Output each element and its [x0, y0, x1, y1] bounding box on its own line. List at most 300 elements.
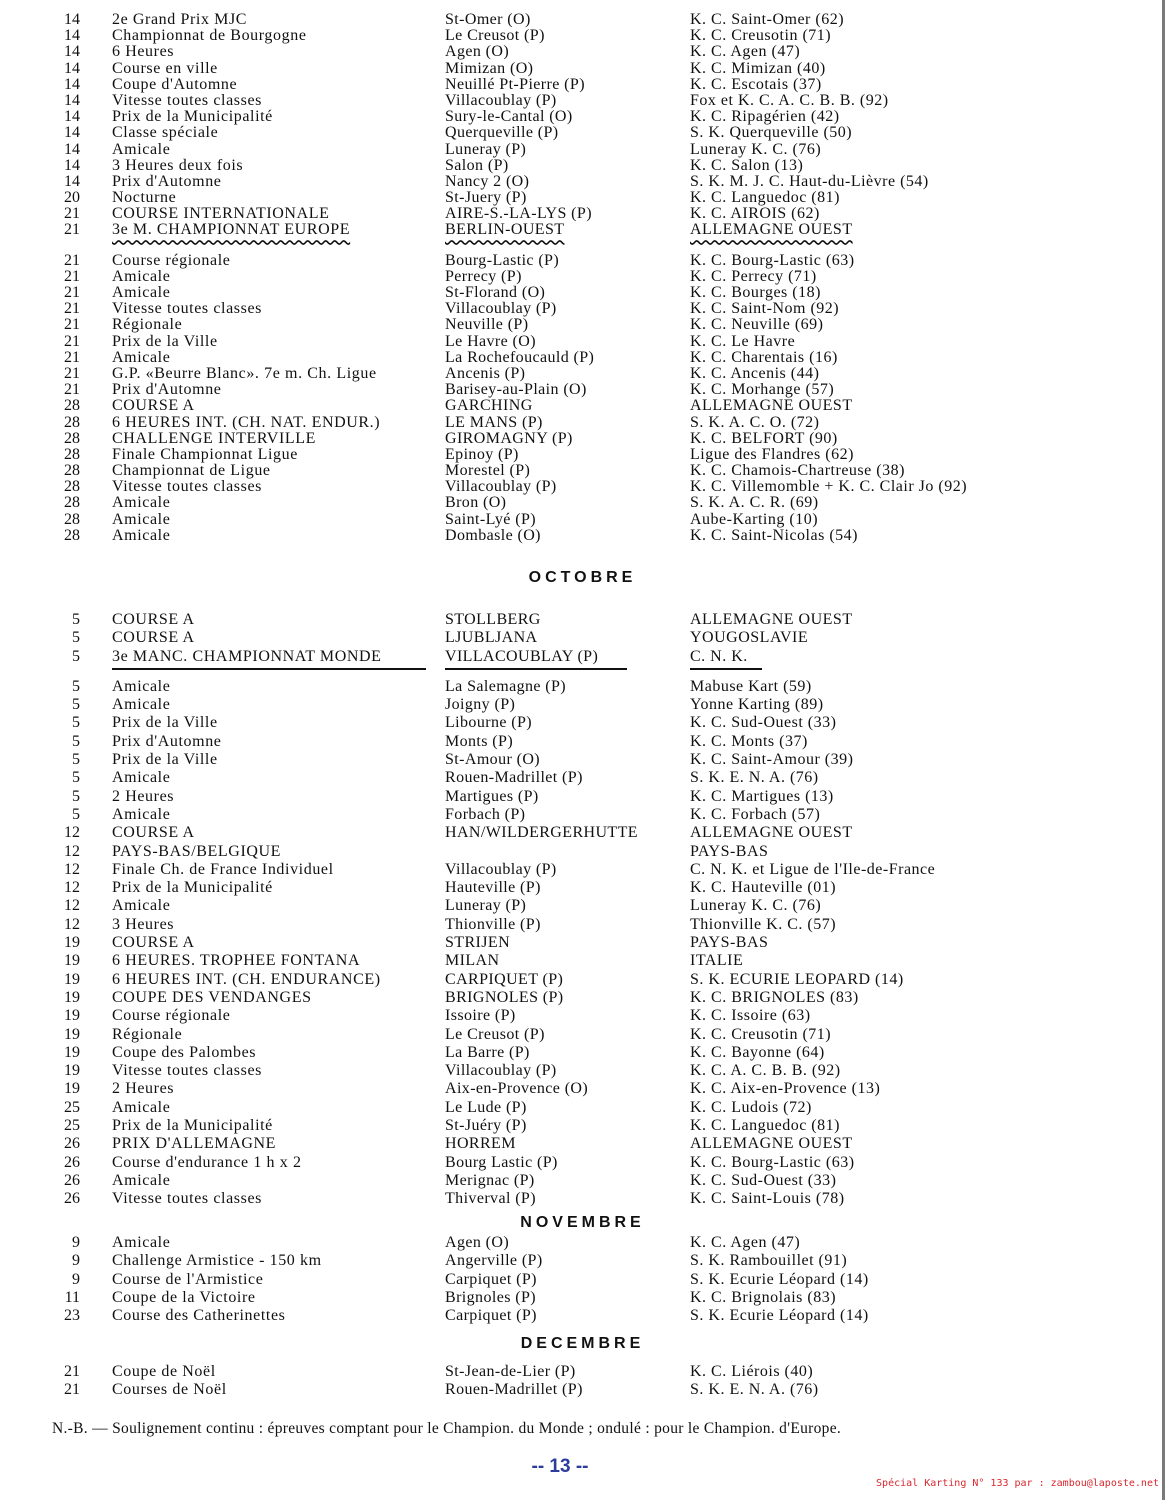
- organizer-cell: K. C. Issoire (63): [690, 1007, 811, 1025]
- day-cell: 21: [64, 381, 80, 399]
- place-cell: Libourne (P): [445, 714, 533, 732]
- calendar-row: [0, 447, 1165, 463]
- day-cell: 5: [72, 751, 80, 769]
- place-cell: Merignac (P): [445, 1171, 535, 1189]
- event-cell: Course en ville: [112, 59, 218, 77]
- organizer-cell: K. C. Hauteville (01): [690, 879, 837, 897]
- place-cell: St-Juery (P): [445, 189, 527, 207]
- organizer-cell: K. C. Bourg-Lastic (63): [690, 251, 855, 269]
- day-cell: 19: [64, 934, 80, 952]
- calendar-row: [0, 1027, 1165, 1045]
- place-cell: Carpiquet (P): [445, 1307, 537, 1325]
- day-cell: 21: [64, 251, 80, 269]
- day-cell: 14: [64, 124, 80, 142]
- calendar-row: [0, 1308, 1165, 1326]
- calendar-row: [0, 1063, 1165, 1081]
- organizer-cell: ALLEMAGNE OUEST: [690, 221, 853, 239]
- organizer-cell: K. C. Sud-Ouest (33): [690, 1171, 837, 1189]
- place-cell: VILLACOUBLAY (P): [445, 649, 627, 670]
- calendar-row: [0, 415, 1165, 431]
- calendar-row: [0, 953, 1165, 971]
- event-cell: Course d'endurance 1 h x 2: [112, 1153, 302, 1171]
- day-cell: 12: [64, 915, 80, 933]
- place-cell: Joigny (P): [445, 696, 516, 714]
- day-cell: 21: [64, 1381, 80, 1399]
- day-cell: 19: [64, 970, 80, 988]
- calendar-row: [0, 917, 1165, 935]
- organizer-cell: S. K. E. N. A. (76): [690, 769, 819, 787]
- day-cell: 28: [64, 445, 80, 463]
- event-cell: Course de l'Armistice: [112, 1270, 264, 1288]
- page-number: -- 13 --: [531, 1456, 589, 1477]
- day-cell: 21: [64, 267, 80, 285]
- organizer-cell: K. C. Bourg-Lastic (63): [690, 1153, 855, 1171]
- organizer-cell: K. C. Morhange (57): [690, 381, 835, 399]
- event-cell: Amicale: [112, 510, 171, 528]
- organizer-cell: Luneray K. C. (76): [690, 140, 822, 158]
- place-cell: STRIJEN: [445, 934, 511, 952]
- place-cell: MILAN: [445, 952, 500, 970]
- organizer-cell: K. C. Bayonne (64): [690, 1043, 825, 1061]
- event-cell: Vitesse toutes classes: [112, 478, 262, 496]
- calendar-row: [0, 972, 1165, 990]
- event-cell: Championnat de Bourgogne: [112, 27, 307, 45]
- place-cell: Luneray (P): [445, 897, 527, 915]
- calendar-row: [0, 697, 1165, 715]
- day-cell: 21: [64, 316, 80, 334]
- event-cell: 3 Heures deux fois: [112, 156, 244, 174]
- calendar-row: [0, 12, 1165, 28]
- event-cell: 3 Heures: [112, 915, 175, 933]
- scan-credit: Spécial Karting N° 133 par : zambou@laposte.net: [876, 1478, 1159, 1489]
- organizer-cell: S. K. Rambouillet (91): [690, 1252, 848, 1270]
- day-cell: 9: [72, 1270, 80, 1288]
- day-cell: 21: [64, 1363, 80, 1380]
- place-cell: Agen (O): [445, 43, 510, 61]
- place-cell: Querqueville (P): [445, 124, 559, 142]
- organizer-cell: K. C. Forbach (57): [690, 805, 821, 823]
- event-cell: COURSE A: [112, 629, 195, 647]
- organizer-cell: K. C. BRIGNOLES (83): [690, 988, 859, 1006]
- event-cell: Course régionale: [112, 251, 231, 269]
- place-cell: Forbach (P): [445, 805, 526, 823]
- event-cell: Amicale: [112, 140, 171, 158]
- organizer-cell: K. C. Languedoc (81): [690, 1117, 840, 1135]
- event-cell: Prix de la Ville: [112, 332, 218, 350]
- month-heading-november: NOVEMBRE: [520, 1214, 645, 1231]
- organizer-cell: Mabuse Kart (59): [690, 677, 812, 695]
- calendar-row: [0, 1290, 1165, 1308]
- day-cell: 5: [72, 677, 80, 695]
- event-cell: CHALLENGE INTERVILLE: [112, 429, 317, 447]
- day-cell: 21: [64, 300, 80, 318]
- place-cell: Neuville (P): [445, 316, 529, 334]
- day-cell: 14: [64, 11, 80, 28]
- event-cell: Prix de la Ville: [112, 714, 218, 732]
- organizer-cell: K. C. Agen (47): [690, 43, 801, 61]
- day-cell: 14: [64, 156, 80, 174]
- event-cell: Prix d'Automne: [112, 381, 222, 399]
- calendar-row: [0, 770, 1165, 788]
- organizer-cell: Luneray K. C. (76): [690, 897, 822, 915]
- calendar-row: [0, 93, 1165, 109]
- organizer-cell: K. C. Saint-Nom (92): [690, 300, 840, 318]
- event-cell: Prix d'Automne: [112, 732, 222, 750]
- organizer-cell: K. C. Agen (47): [690, 1234, 801, 1251]
- day-cell: 26: [64, 1171, 80, 1189]
- event-cell: Challenge Armistice - 150 km: [112, 1252, 322, 1270]
- calendar-row: [0, 44, 1165, 60]
- event-cell: Vitesse toutes classes: [112, 300, 262, 318]
- calendar-row: [0, 844, 1165, 862]
- day-cell: 12: [64, 824, 80, 842]
- place-cell: AIRE-S.-LA-LYS (P): [445, 205, 592, 223]
- organizer-cell: S. K. A. C. O. (72): [690, 413, 820, 431]
- organizer-cell: S. K. A. C. R. (69): [690, 494, 819, 512]
- event-cell: Amicale: [112, 897, 171, 915]
- organizer-cell: K. C. Languedoc (81): [690, 189, 840, 207]
- organizer-cell: K. C. Salon (13): [690, 156, 804, 174]
- day-cell: 12: [64, 879, 80, 897]
- calendar-row: [0, 1155, 1165, 1173]
- calendar-row: [0, 269, 1165, 285]
- place-cell: Bron (O): [445, 494, 507, 512]
- place-cell: Saint-Lyé (P): [445, 510, 536, 528]
- place-cell: Perrecy (P): [445, 267, 522, 285]
- calendar-row: [0, 528, 1165, 544]
- event-cell: Course régionale: [112, 1007, 231, 1025]
- organizer-cell: K. C. Ancenis (44): [690, 364, 820, 382]
- calendar-row: [0, 479, 1165, 495]
- calendar-row: [0, 807, 1165, 825]
- event-cell: G.P. «Beurre Blanc». 7e m. Ch. Ligue: [112, 364, 377, 382]
- place-cell: St-Jean-de-Lier (P): [445, 1363, 576, 1380]
- calendar-row: [0, 109, 1165, 125]
- event-cell: Vitesse toutes classes: [112, 91, 262, 109]
- event-cell: 3e MANC. CHAMPIONNAT MONDE: [112, 649, 426, 670]
- place-cell: Nancy 2 (O): [445, 172, 530, 190]
- event-cell: Prix de la Municipalité: [112, 1117, 273, 1135]
- day-cell: 5: [72, 696, 80, 714]
- organizer-cell: K. C. Ripagérien (42): [690, 108, 840, 126]
- calendar-row: [0, 350, 1165, 366]
- day-cell: 12: [64, 897, 80, 915]
- event-cell: Amicale: [112, 348, 171, 366]
- event-cell: Coupe d'Automne: [112, 75, 238, 93]
- day-cell: 28: [64, 397, 80, 415]
- calendar-row: [0, 898, 1165, 916]
- day-cell: 21: [64, 205, 80, 223]
- calendar-row: [0, 190, 1165, 206]
- organizer-cell: S. K. ECURIE LEOPARD (14): [690, 970, 904, 988]
- calendar-row: [0, 1235, 1165, 1253]
- event-cell: Coupe des Palombes: [112, 1043, 257, 1061]
- day-cell: 14: [64, 75, 80, 93]
- calendar-row: [0, 1100, 1165, 1118]
- organizer-cell: K. C. Neuville (69): [690, 316, 824, 334]
- place-cell: Thionville (P): [445, 915, 541, 933]
- calendar-row: [0, 301, 1165, 317]
- day-cell: 5: [72, 629, 80, 647]
- day-cell: 21: [64, 284, 80, 301]
- place-cell: Salon (P): [445, 156, 509, 174]
- day-cell: 23: [64, 1307, 80, 1325]
- september-calendar: [0, 12, 1165, 544]
- calendar-row: [0, 1118, 1165, 1136]
- day-cell: 25: [64, 1117, 80, 1135]
- calendar-row: [0, 174, 1165, 190]
- event-cell: Régionale: [112, 1025, 183, 1043]
- organizer-cell: PAYS-BAS: [690, 842, 769, 860]
- day-cell: 21: [64, 364, 80, 382]
- event-cell: Amicale: [112, 284, 171, 301]
- calendar-row: [0, 158, 1165, 174]
- event-cell: Finale Ch. de France Individuel: [112, 860, 334, 878]
- place-cell: Monts (P): [445, 732, 514, 750]
- day-cell: 12: [64, 842, 80, 860]
- place-cell: Sury-le-Cantal (O): [445, 108, 573, 126]
- day-cell: 19: [64, 1062, 80, 1080]
- event-cell: COURSE INTERNATIONALE: [112, 205, 330, 223]
- calendar-row: [0, 512, 1165, 528]
- place-cell: Neuillé Pt-Pierre (P): [445, 75, 585, 93]
- place-cell: Villacoublay (P): [445, 1062, 557, 1080]
- place-cell: Thiverval (P): [445, 1190, 536, 1208]
- day-cell: 11: [64, 1288, 80, 1306]
- organizer-cell: K. C. Mimizan (40): [690, 59, 826, 77]
- place-cell: La Rochefoucauld (P): [445, 348, 595, 366]
- organizer-cell: K. C. Liérois (40): [690, 1363, 814, 1380]
- place-cell: Villacoublay (P): [445, 91, 557, 109]
- organizer-cell: C. N. K. et Ligue de l'Ile-de-France: [690, 860, 936, 878]
- event-cell: 3e M. CHAMPIONNAT EUROPE: [112, 221, 351, 239]
- place-cell: GARCHING: [445, 397, 533, 415]
- calendar-row: [0, 125, 1165, 141]
- event-cell: Prix de la Ville: [112, 751, 218, 769]
- place-cell: Luneray (P): [445, 140, 527, 158]
- calendar-row: [0, 1045, 1165, 1063]
- place-cell: Martigues (P): [445, 787, 539, 805]
- organizer-cell: K. C. Perrecy (71): [690, 267, 817, 285]
- organizer-cell: Yonne Karting (89): [690, 696, 824, 714]
- place-cell: STOLLBERG: [445, 611, 541, 628]
- calendar-row: [0, 880, 1165, 898]
- place-cell: Rouen-Madrillet (P): [445, 769, 583, 787]
- calendar-row: [0, 752, 1165, 770]
- calendar-row: [0, 612, 1165, 630]
- organizer-cell: ALLEMAGNE OUEST: [690, 1135, 853, 1153]
- organizer-cell: K. C. Creusotin (71): [690, 27, 832, 45]
- organizer-cell: K. C. Brignolais (83): [690, 1288, 837, 1306]
- day-cell: 21: [64, 348, 80, 366]
- event-cell: 6 HEURES INT. (CH. ENDURANCE): [112, 970, 381, 988]
- place-cell: Le Lude (P): [445, 1098, 527, 1116]
- organizer-cell: S. K. Ecurie Léopard (14): [690, 1270, 869, 1288]
- calendar-row: [0, 1081, 1165, 1099]
- calendar-row: [0, 1364, 1165, 1382]
- calendar-row: [0, 715, 1165, 733]
- organizer-cell: C. N. K.: [690, 649, 762, 670]
- organizer-cell: K. C. Escotais (37): [690, 75, 822, 93]
- event-cell: Vitesse toutes classes: [112, 1062, 262, 1080]
- day-cell: 14: [64, 91, 80, 109]
- organizer-cell: Aube-Karting (10): [690, 510, 819, 528]
- place-cell: Le Havre (O): [445, 332, 536, 350]
- event-cell: Amicale: [112, 677, 171, 695]
- calendar-row: [0, 1173, 1165, 1191]
- event-cell: 2 Heures: [112, 787, 175, 805]
- place-cell: Issoire (P): [445, 1007, 516, 1025]
- organizer-cell: K. C. Saint-Amour (39): [690, 751, 854, 769]
- organizer-cell: K. C. Sud-Ouest (33): [690, 714, 837, 732]
- event-cell: Régionale: [112, 316, 183, 334]
- day-cell: 5: [72, 805, 80, 823]
- organizer-cell: K. C. Saint-Nicolas (54): [690, 526, 858, 544]
- event-cell: Amicale: [112, 769, 171, 787]
- place-cell: Brignoles (P): [445, 1288, 536, 1306]
- event-cell: 6 Heures: [112, 43, 175, 61]
- organizer-cell: Thionville K. C. (57): [690, 915, 837, 933]
- day-cell: 28: [64, 526, 80, 544]
- event-cell: PAYS-BAS/BELGIQUE: [112, 842, 282, 860]
- calendar-row: [0, 77, 1165, 93]
- event-cell: 2 Heures: [112, 1080, 175, 1098]
- event-cell: Course des Catherinettes: [112, 1307, 286, 1325]
- calendar-row: [0, 734, 1165, 752]
- day-cell: 19: [64, 1025, 80, 1043]
- event-cell: Prix de la Municipalité: [112, 108, 273, 126]
- event-cell: Vitesse toutes classes: [112, 1190, 262, 1208]
- event-cell: Amicale: [112, 696, 171, 714]
- day-cell: 14: [64, 59, 80, 77]
- october-calendar: [0, 612, 1165, 1210]
- organizer-cell: K. C. Bourges (18): [690, 284, 821, 301]
- organizer-cell: K. C. AIROIS (62): [690, 205, 820, 223]
- calendar-row: [0, 317, 1165, 333]
- calendar-row: [0, 649, 1165, 667]
- place-cell: Barisey-au-Plain (O): [445, 381, 587, 399]
- calendar-row: [0, 253, 1165, 269]
- place-cell: Mimizan (O): [445, 59, 534, 77]
- place-cell: Le Creusot (P): [445, 27, 545, 45]
- place-cell: St-Omer (O): [445, 11, 531, 28]
- day-cell: 28: [64, 478, 80, 496]
- organizer-cell: K. C. Le Havre: [690, 332, 796, 350]
- event-cell: Amicale: [112, 1234, 171, 1251]
- day-cell: 25: [64, 1098, 80, 1116]
- place-cell: HAN/WILDERGERHUTTE: [445, 824, 638, 842]
- place-cell: Bourg Lastic (P): [445, 1153, 558, 1171]
- day-cell: 5: [72, 647, 80, 665]
- calendar-row: [0, 1191, 1165, 1209]
- calendar-row: [0, 1008, 1165, 1026]
- calendar-row: [0, 679, 1165, 697]
- place-cell: Le Creusot (P): [445, 1025, 545, 1043]
- day-cell: 14: [64, 172, 80, 190]
- event-cell: Amicale: [112, 267, 171, 285]
- event-cell: Nocturne: [112, 189, 177, 207]
- organizer-cell: PAYS-BAS: [690, 934, 769, 952]
- day-cell: 14: [64, 108, 80, 126]
- organizer-cell: K. C. Chamois-Chartreuse (38): [690, 462, 905, 480]
- calendar-row: [0, 825, 1165, 843]
- place-cell: La Salemagne (P): [445, 677, 567, 695]
- event-cell: Coupe de Noël: [112, 1363, 216, 1380]
- day-cell: 26: [64, 1153, 80, 1171]
- organizer-cell: S. K. Querqueville (50): [690, 124, 853, 142]
- calendar-row: [0, 1253, 1165, 1271]
- place-cell: St-Florand (O): [445, 284, 546, 301]
- day-cell: 20: [64, 189, 80, 207]
- organizer-cell: ALLEMAGNE OUEST: [690, 824, 853, 842]
- organizer-cell: Fox et K. C. A. C. B. B. (92): [690, 91, 889, 109]
- event-cell: PRIX D'ALLEMAGNE: [112, 1135, 277, 1153]
- place-cell: St-Amour (O): [445, 751, 541, 769]
- event-cell: 2e Grand Prix MJC: [112, 11, 248, 28]
- day-cell: 19: [64, 1007, 80, 1025]
- day-cell: 19: [64, 1080, 80, 1098]
- calendar-row: [0, 285, 1165, 301]
- place-cell: Morestel (P): [445, 462, 531, 480]
- organizer-cell: ALLEMAGNE OUEST: [690, 611, 853, 628]
- organizer-cell: K. C. Villemomble + K. C. Clair Jo (92): [690, 478, 968, 496]
- event-cell: Prix d'Automne: [112, 172, 222, 190]
- day-cell: 5: [72, 787, 80, 805]
- event-cell: Amicale: [112, 1171, 171, 1189]
- footnote: N.-B. — Soulignement continu : épreuves comptant pour le Champion. du Monde ; ondulé : pour le Champion. d'Europe.: [52, 1420, 842, 1437]
- event-cell: 6 HEURES INT. (CH. NAT. ENDUR.): [112, 413, 381, 431]
- place-cell: CARPIQUET (P): [445, 970, 564, 988]
- event-cell: COURSE A: [112, 397, 195, 415]
- place-cell: Villacoublay (P): [445, 478, 557, 496]
- organizer-cell: K. C. Charentais (16): [690, 348, 838, 366]
- calendar-row: [0, 935, 1165, 953]
- event-cell: Prix de la Municipalité: [112, 879, 273, 897]
- calendar-row: [0, 1136, 1165, 1154]
- organizer-cell: ITALIE: [690, 952, 744, 970]
- event-cell: Coupe de la Victoire: [112, 1288, 256, 1306]
- month-heading-december: DECEMBRE: [520, 1335, 645, 1352]
- calendar-row: [0, 862, 1165, 880]
- place-cell: Rouen-Madrillet (P): [445, 1381, 583, 1399]
- place-cell: La Barre (P): [445, 1043, 530, 1061]
- place-cell: GIROMAGNY (P): [445, 429, 573, 447]
- day-cell: 5: [72, 769, 80, 787]
- december-calendar: [0, 1364, 1165, 1401]
- event-cell: Amicale: [112, 805, 171, 823]
- organizer-cell: Ligue des Flandres (62): [690, 445, 854, 463]
- day-cell: 19: [64, 988, 80, 1006]
- day-cell: 12: [64, 860, 80, 878]
- organizer-cell: S. K. E. N. A. (76): [690, 1381, 819, 1399]
- place-cell: Hauteville (P): [445, 879, 541, 897]
- place-cell: Angerville (P): [445, 1252, 543, 1270]
- event-cell: Finale Championnat Ligue: [112, 445, 298, 463]
- place-cell: Aix-en-Provence (O): [445, 1080, 589, 1098]
- calendar-row: [0, 990, 1165, 1008]
- day-cell: 9: [72, 1234, 80, 1251]
- event-cell: Amicale: [112, 526, 171, 544]
- place-cell: Agen (O): [445, 1234, 510, 1251]
- place-cell: LJUBLJANA: [445, 629, 538, 647]
- calendar-row: [0, 222, 1165, 238]
- place-cell: Epinoy (P): [445, 445, 519, 463]
- event-cell: COURSE A: [112, 824, 195, 842]
- organizer-cell: ALLEMAGNE OUEST: [690, 397, 853, 415]
- organizer-cell: S. K. Ecurie Léopard (14): [690, 1307, 869, 1325]
- calendar-row: [0, 334, 1165, 350]
- day-cell: 5: [72, 611, 80, 628]
